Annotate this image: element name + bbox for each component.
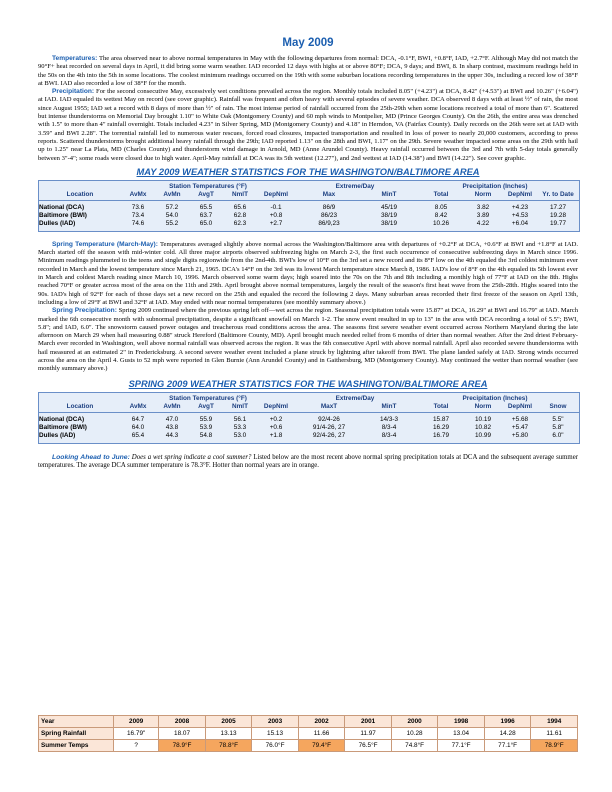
- june-paragraph: [38, 454, 578, 471]
- spring-precip-lead: Spring Precipitation:: [52, 307, 117, 315]
- value-cell: 5.5": [552, 416, 564, 424]
- june-text: Listed below are the most recent above normal spring precipitation totals at DCA and the subsequent average summer temperatures. The average DCA summer temperature is 78.3°F. Hotter than normal years are in orange.: [38, 453, 578, 469]
- value-cell: 86/9: [322, 204, 336, 212]
- location-cell: National (DCA): [39, 204, 85, 212]
- value-cell: 8/3-4: [381, 432, 397, 440]
- column-header: Norm: [474, 403, 492, 411]
- value-cell: 62.3: [233, 220, 247, 228]
- june-cell: 2008: [159, 716, 206, 728]
- location-cell: Baltimore (BWI): [39, 212, 87, 220]
- value-cell: 65.5: [199, 204, 213, 212]
- value-cell: -0.1: [270, 204, 282, 212]
- may-precip-paragraph: [38, 88, 578, 163]
- value-cell: 19.77: [550, 220, 566, 228]
- june-cell: 14.28: [484, 728, 531, 740]
- table-row: [39, 220, 579, 228]
- value-cell: 15.87: [433, 416, 449, 424]
- column-header: DepNml: [507, 403, 533, 411]
- value-cell: 3.89: [476, 212, 490, 220]
- value-cell: +0.8: [269, 212, 283, 220]
- june-comparison-table: [38, 715, 578, 752]
- value-cell: 45/19: [381, 204, 397, 212]
- spring-temperature-lead: Spring Temperature (March-May):: [52, 240, 158, 248]
- value-cell: 56.1: [233, 416, 247, 424]
- june-cell: 2005: [205, 716, 252, 728]
- june-cell: 77.1°F: [484, 740, 531, 752]
- value-cell: 6.0": [552, 432, 564, 440]
- spring-temperature-paragraph: [38, 241, 578, 307]
- value-cell: 3.82: [476, 204, 490, 212]
- june-row-years: [39, 716, 578, 728]
- value-cell: 17.27: [550, 204, 566, 212]
- column-header: AvgT: [198, 191, 214, 199]
- value-cell: 73.6: [131, 204, 145, 212]
- value-cell: 55.9: [199, 416, 213, 424]
- may-temperature-lead: Temperatures:: [52, 55, 98, 62]
- value-cell: +1.8: [269, 432, 283, 440]
- value-cell: 38/19: [381, 212, 397, 220]
- june-question: Does a wet spring indicate a cool summer?: [131, 453, 252, 461]
- june-cell: 10.28: [391, 728, 438, 740]
- value-cell: +4.53: [511, 212, 529, 220]
- spring-stats-table: [38, 392, 580, 444]
- location-cell: Dulles (IAD): [39, 220, 76, 228]
- june-cell: 78.9°F: [159, 740, 206, 752]
- column-header: NmlT: [232, 191, 248, 199]
- table-row: [39, 212, 579, 220]
- column-header: Total: [433, 191, 449, 199]
- june-cell: 2001: [345, 716, 392, 728]
- june-row-temps: [39, 740, 578, 752]
- page-title: May 2009: [282, 37, 334, 49]
- value-cell: 65.0: [199, 220, 213, 228]
- may-temperature-paragraph: [38, 55, 578, 88]
- value-cell: 16.79: [433, 432, 449, 440]
- spring-temperature-text: Temperatures averaged slightly above normal across the Washington/Baltimore area with departures of +0.2°F at DCA, +0.6°F at BWI and +1.8°F at IAD. March started off the season with mid-winter cold. All three major airports observed subfreezing highs on March 2-3, the first such occurrence of consecutive subfreezing days in March since 1996. Minimum readings plummeted to the teens and single digits regionwide from the 2nd-4th. BWI's low of 10°F on the 3rd set a new record and its 8°F low on the 4th equaled the 3rd coldest minimum ever recorded in March and the lowest temperature since March 21, 1965. DCA's 14°F on the 3rd was its lowest March temperature since March 8, 1986. IAD's low of 8°F on the 4th equaled its 5th lowest ever in March and coldest March reading since March 10, 1996. March observed some warm days; high soared into the 70s on the 7th and 8th including a monthly high of 77°F at IAD on the 8th. Highs reached 70°F or greater across most of the area on the 11th and 29th. April brought above normal temperatures, largely the result of the season's first heat wave from the 25th-28th. Highs soared into the 90s. IAD's high of 92°F for each of those days set a new record on the 25th and equaled the record the following 2 days. Many suburban areas recorded their first freeze of the season on April 13th, including a low of 29°F at BWI and 32°F at IAD. May ended with near normal temperatures (see monthly summary above.): [38, 240, 578, 306]
- june-cell: 78.9°F: [531, 740, 578, 752]
- june-cell: 11.97: [345, 728, 392, 740]
- june-cell: 11.61: [531, 728, 578, 740]
- value-cell: 38/19: [381, 220, 397, 228]
- value-cell: +6.04: [511, 220, 529, 228]
- value-cell: 54.0: [165, 212, 179, 220]
- june-cell: 2009: [114, 716, 159, 728]
- column-header: DepNml: [507, 191, 533, 199]
- value-cell: 74.6: [131, 220, 145, 228]
- value-cell: 44.3: [165, 432, 179, 440]
- may-table-title: MAY 2009 WEATHER STATISTICS FOR THE WASHINGTON/BALTIMORE AREA: [136, 166, 480, 177]
- value-cell: 8.05: [434, 204, 448, 212]
- precipitation-group-header: Precipitation (Inches): [462, 394, 528, 402]
- value-cell: 8.42: [434, 212, 448, 220]
- table-row: [39, 424, 579, 432]
- june-cell: 76.5°F: [345, 740, 392, 752]
- location-cell: Baltimore (BWI): [39, 424, 87, 432]
- column-header: AvMx: [129, 403, 147, 411]
- table-row: [39, 416, 579, 424]
- value-cell: 14/3-3: [379, 416, 399, 424]
- june-cell: 74.8°F: [391, 740, 438, 752]
- value-cell: 64.0: [131, 424, 145, 432]
- value-cell: 43.8: [165, 424, 179, 432]
- column-header: Norm: [474, 191, 492, 199]
- value-cell: +4.23: [511, 204, 529, 212]
- row-label: Summer Temps: [39, 740, 114, 752]
- june-lead: Looking Ahead to June:: [52, 453, 130, 461]
- value-cell: 64.7: [131, 416, 145, 424]
- june-cell: 1998: [438, 716, 485, 728]
- value-cell: 10.99: [475, 432, 491, 440]
- may-precip-lead: Precipitation:: [52, 88, 95, 96]
- value-cell: 5.8": [552, 424, 564, 432]
- value-cell: 10.82: [475, 424, 491, 432]
- value-cell: 86/9,23: [318, 220, 340, 228]
- june-cell: 13.04: [438, 728, 485, 740]
- group-header-row: [39, 393, 579, 402]
- extreme-group-header: Extreme/Day: [335, 394, 375, 402]
- value-cell: 62.8: [233, 212, 247, 220]
- column-header: Location: [66, 191, 94, 199]
- value-cell: 53.9: [199, 424, 213, 432]
- value-cell: 19.28: [550, 212, 566, 220]
- value-cell: 65.4: [131, 432, 145, 440]
- value-cell: 92/4-26: [318, 416, 340, 424]
- june-row-rainfall: [39, 728, 578, 740]
- june-cell: 2002: [298, 716, 345, 728]
- value-cell: 8/3-4: [381, 424, 397, 432]
- column-header: Snow: [549, 403, 567, 411]
- value-cell: 10.26: [433, 220, 449, 228]
- extreme-group-header: Extreme/Day: [335, 182, 375, 190]
- column-header-row: [39, 190, 579, 201]
- table-row: [39, 204, 579, 212]
- column-header: Total: [433, 403, 449, 411]
- june-cell: 13.13: [205, 728, 252, 740]
- precipitation-group-header: Precipitation (Inches): [462, 182, 528, 190]
- group-header-row: [39, 181, 579, 190]
- value-cell: 86/23: [321, 212, 337, 220]
- column-header-row: [39, 402, 579, 413]
- may-precip-text: For the second consecutive May, excessively wet conditions prevailed across the region. Monthly totals included 8.05" (+4.23") at DCA, 8.42" (+4.53") at BWI and 10.26" (+6.04") at IAD. IAD equaled its wettest May on record (see cover graphic). Rainfall was frequent and often heavy with several episodes of severe weather. DCA observed 8 days with at least ½" of rain, the most since August 1955; IAD set a record with 8 days of more than ½" of rain. The most intense period of rainfall occurred from the 25th-29th when some locations received a total of more than 6". Scattered but intense thunderstorms on Memorial Day brought 1.10" to White Oak (Montgomery County) and 60 mph winds to Montpelier, MD (Prince Georges County). On the 26th, the entire area was drenched with 1.5" to more than 4" rainfall overnight. Totals included 4.23" in Silver Spring, MD (Montgomery County) and 4.18" in Herndon, VA (Fairfax County). Daily records on the 26th were set at IAD with 3.59" and BWI 2.28". The torrential rainfall led to numerous water rescues, forced road closures, impacted transportation and resulted in loss of power to nearly 20,000 customers, according to press reports. Scattered thunderstorms brought additional heavy rainfall through the 29th; IAD reported 1.13" on the 28th and BWI, 1.17" on the 29th. Severe weather impacted some areas on the 29th with hail up to 1.25" near La Plata, MD (Charles County) and thunderstorm wind damage in Arnold, MD (Anne Arundel County). Heavy rainfall occurred between the 3rd and 7th with 5-day totals generally between 3"-4"; some roads were closed due to high water. April-May rainfall at DCA was its 5th wettest (12.27"), and 2nd wettest at IAD (14.38") and BWI (14.22"). See cover graphic.: [38, 88, 579, 162]
- column-header: MinT: [381, 191, 397, 199]
- column-header: NmlT: [232, 403, 248, 411]
- column-header: AvMn: [163, 191, 181, 199]
- value-cell: +5.68: [511, 416, 529, 424]
- june-cell: 77.1°F: [438, 740, 485, 752]
- value-cell: 55.2: [165, 220, 179, 228]
- june-cell: 1996: [484, 716, 531, 728]
- value-cell: 10.19: [475, 416, 491, 424]
- value-cell: 54.8: [199, 432, 213, 440]
- spring-precip-text: Spring 2009 continued where the previous spring left off—wet across the region. Seasonal precipitation totals were 15.87" at DCA, 16.29" at BWI and 16.79" at IAD. March marked the 6th consecutive month with subnormal precipitation, despite a significant snowfall on March 1-2. The snow event resulted in up to 13" in the area with DCA recording a total of 5.5"; BWI, 5.8"; and IAD, 6.0". The snowstorm caused power outages and treacherous road conditions across the area. The seasons first severe weather event occurred across Northern Maryland during the late afternoon on March 29 when hail measuring 0.88" struck Hereford (Baltimore County, MD). April brought much needed relief from 6 months of drier than normal weather. After the 2nd driest February-March ever recorded in Washington, well above normal rainfall was observed across the region. It was the 6th consecutive April with above normal rainfall. April also recorded severe thunderstorms with hail measured at an estimated 2" in Fredericksburg. A second severe weather event included a plane struck by lightning after takeoff from BWI. The plane landed safely at IAD. Strong winds occurred across the area on the April 4. Gusts to 52 mph were reported in Glen Burnie (Ann Arundel County) and in Gaithersburg, MD (Montgomery County). May continued the wetter than normal weather (see monthly summary above.): [38, 307, 579, 373]
- june-cell: 16.79": [114, 728, 159, 740]
- value-cell: 63.7: [199, 212, 213, 220]
- column-header: Yr. to Date: [542, 191, 574, 199]
- location-cell: National (DCA): [39, 416, 85, 424]
- location-cell: Dulles (IAD): [39, 432, 76, 440]
- value-cell: 4.22: [476, 220, 490, 228]
- page: [38, 0, 578, 470]
- row-label: Year: [39, 716, 114, 728]
- column-header: MaxT: [320, 403, 338, 411]
- june-cell: 78.8°F: [205, 740, 252, 752]
- column-header: AvMn: [163, 403, 181, 411]
- june-cell: ?: [114, 740, 159, 752]
- may-temperature-text: The area observed near to above normal temperatures in May with the following departures from normal: DCA, -0.1°F, BWI, +0.8°F, IAD, +2.7°F. Although May did not match the 90°F+ heat recorded on several days in April, it did bring some warm weather. IAD recorded 12 days with highs at or above 80°F; DCA, 9 days; and BWI, 8. In sharp contrast, maximum readings held in the 50s on the 4th into the 5th in some locations. The coolest minimum readings occurred on the 19th with some suburban locations recording temperatures in the upper 30s, including a record low of 38°F at BWI. IAD also recorded a low of 38°F for the month.: [38, 55, 578, 87]
- row-label: Spring Rainfall: [39, 728, 114, 740]
- value-cell: 65.6: [233, 204, 247, 212]
- value-cell: 91/4-26, 27: [312, 424, 346, 432]
- value-cell: +5.47: [511, 424, 529, 432]
- june-cell: 1994: [531, 716, 578, 728]
- temperature-group-header: Station Temperatures (°F): [169, 394, 247, 402]
- value-cell: +2.7: [269, 220, 283, 228]
- value-cell: 53.3: [233, 424, 247, 432]
- june-cell: 79.4°F: [298, 740, 345, 752]
- column-header: AvgT: [198, 403, 214, 411]
- value-cell: 57.2: [165, 204, 179, 212]
- june-cell: 15.13: [252, 728, 299, 740]
- june-cell: 18.07: [159, 728, 206, 740]
- value-cell: 16.29: [433, 424, 449, 432]
- table-row: [39, 432, 579, 440]
- value-cell: 47.0: [165, 416, 179, 424]
- may-stats-table: [38, 180, 580, 232]
- value-cell: +0.6: [269, 424, 283, 432]
- june-cell: 11.66: [298, 728, 345, 740]
- value-cell: +0.2: [269, 416, 283, 424]
- column-header: DepNml: [263, 191, 289, 199]
- column-header: Location: [66, 403, 94, 411]
- column-header: MinT: [381, 403, 397, 411]
- column-header: AvMx: [129, 191, 147, 199]
- column-header: Max: [322, 191, 336, 199]
- june-cell: 2003: [252, 716, 299, 728]
- june-cell: 2000: [391, 716, 438, 728]
- value-cell: 73.4: [131, 212, 145, 220]
- column-header: DepNml: [263, 403, 289, 411]
- spring-precip-paragraph: [38, 307, 578, 373]
- temperature-group-header: Station Temperatures (°F): [169, 182, 247, 190]
- value-cell: 92/4-26, 27: [312, 432, 346, 440]
- value-cell: +5.80: [511, 432, 529, 440]
- spring-table-title: SPRING 2009 WEATHER STATISTICS FOR THE WASHINGTON/BALTIMORE AREA: [128, 378, 488, 389]
- june-cell: 76.0°F: [252, 740, 299, 752]
- value-cell: 53.0: [233, 432, 247, 440]
